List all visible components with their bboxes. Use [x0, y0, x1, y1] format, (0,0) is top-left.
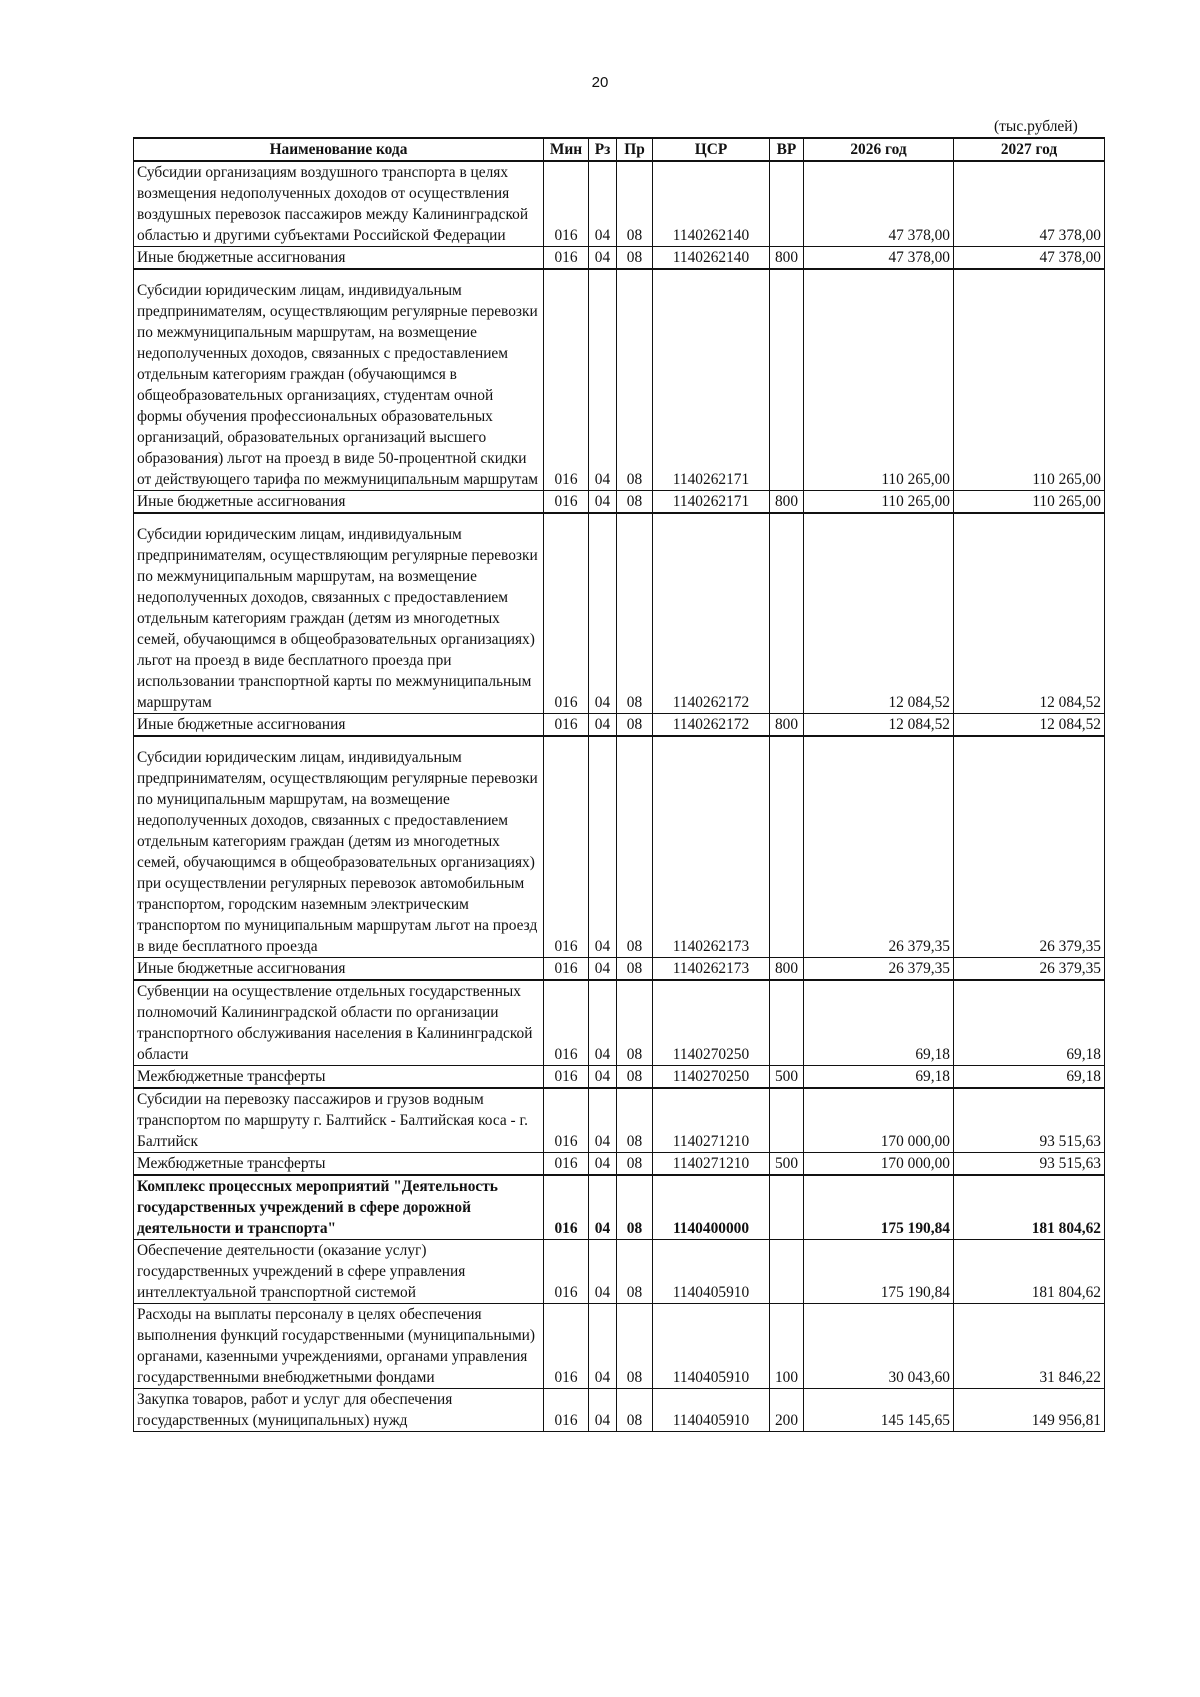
row-amount-2027: 12 084,52: [954, 513, 1105, 714]
page-number: 20: [591, 74, 609, 91]
table-row: [134, 1175, 1105, 1240]
row-name: Субсидии организациям воздушного транспорта в целях возмещения недополученных доходов от осуществления воздушных перевозок пассажиров между Калининградской областью и другими субъектами Российской Федерации: [134, 161, 544, 247]
row-vr: [770, 1240, 804, 1304]
row-min: 016: [544, 1389, 589, 1432]
row-csr: 1140262172: [653, 513, 770, 714]
row-amount-2027: 47 378,00: [954, 161, 1105, 247]
table-row: [134, 1153, 1105, 1176]
row-min: 016: [544, 513, 589, 714]
row-csr: 1140271210: [653, 1088, 770, 1153]
row-csr: 1140270250: [653, 980, 770, 1066]
row-name: Комплекс процессных мероприятий "Деятельность государственных учреждений в сфере дорожной деятельности и транспорта": [134, 1175, 544, 1240]
row-amount-2026: 26 379,35: [804, 958, 954, 981]
row-name: Межбюджетные трансферты: [134, 1153, 544, 1176]
row-pr: 08: [617, 1153, 653, 1176]
row-rz: 04: [589, 247, 617, 270]
table-row: [134, 736, 1105, 958]
row-pr: 08: [617, 958, 653, 981]
row-csr: 1140405910: [653, 1240, 770, 1304]
row-amount-2027: 69,18: [954, 980, 1105, 1066]
row-min: 016: [544, 1304, 589, 1389]
row-vr: [770, 513, 804, 714]
header-min: Мин: [544, 138, 589, 161]
row-amount-2026: 145 145,65: [804, 1389, 954, 1432]
row-min: 016: [544, 1153, 589, 1176]
row-rz: 04: [589, 1240, 617, 1304]
row-rz: 04: [589, 161, 617, 247]
row-min: 016: [544, 714, 589, 737]
row-amount-2027: 12 084,52: [954, 714, 1105, 737]
row-amount-2027: 110 265,00: [954, 491, 1105, 514]
row-amount-2026: 110 265,00: [804, 491, 954, 514]
row-name: Субсидии юридическим лицам, индивидуальным предпринимателям, осуществляющим регулярные перевозки по межмуниципальным маршрутам, на возмещение недополученных доходов, связанных с предоставлением отдельным категориям граждан (обучающимся в общеобразовательных организациях, студентам очной формы обучения профессиональных образовательных организаций, образовательных организаций высшего образования) льгот на проезд в виде 50-процентной скидки от действующего тарифа по межмуниципальным маршрутам: [134, 269, 544, 491]
header-2026: 2026 год: [804, 138, 954, 161]
row-amount-2026: 170 000,00: [804, 1153, 954, 1176]
row-min: 016: [544, 247, 589, 270]
row-min: 016: [544, 161, 589, 247]
row-min: 016: [544, 1066, 589, 1089]
row-min: 016: [544, 491, 589, 514]
row-pr: 08: [617, 161, 653, 247]
row-amount-2027: 110 265,00: [954, 269, 1105, 491]
row-rz: 04: [589, 513, 617, 714]
header-csr: ЦСР: [653, 138, 770, 161]
row-pr: 08: [617, 1088, 653, 1153]
table-header-row: [134, 138, 1105, 161]
row-rz: 04: [589, 1304, 617, 1389]
row-csr: 1140262173: [653, 736, 770, 958]
row-amount-2026: 175 190,84: [804, 1175, 954, 1240]
row-amount-2026: 26 379,35: [804, 736, 954, 958]
row-pr: 08: [617, 980, 653, 1066]
row-rz: 04: [589, 736, 617, 958]
row-name: Иные бюджетные ассигнования: [134, 714, 544, 737]
row-csr: 1140262171: [653, 269, 770, 491]
row-rz: 04: [589, 714, 617, 737]
row-pr: 08: [617, 736, 653, 958]
table-row: [134, 1304, 1105, 1389]
table-row: [134, 714, 1105, 737]
header-2027: 2027 год: [954, 138, 1105, 161]
table-row: [134, 1088, 1105, 1153]
row-vr: 800: [770, 491, 804, 514]
budget-table: [133, 137, 1105, 1432]
row-rz: 04: [589, 1066, 617, 1089]
row-vr: 800: [770, 958, 804, 981]
row-csr: 1140405910: [653, 1304, 770, 1389]
table-row: [134, 958, 1105, 981]
table-row: [134, 1389, 1105, 1432]
units-label: (тыс.рублей): [994, 118, 1078, 135]
row-csr: 1140271210: [653, 1153, 770, 1176]
row-amount-2026: 175 190,84: [804, 1240, 954, 1304]
row-name: Обеспечение деятельности (оказание услуг) государственных учреждений в сфере управления интеллектуальной транспортной системой: [134, 1240, 544, 1304]
row-rz: 04: [589, 1175, 617, 1240]
row-csr: 1140270250: [653, 1066, 770, 1089]
row-vr: 800: [770, 247, 804, 270]
row-min: 016: [544, 1088, 589, 1153]
row-vr: 200: [770, 1389, 804, 1432]
table-row: [134, 1240, 1105, 1304]
row-pr: 08: [617, 247, 653, 270]
row-min: 016: [544, 1240, 589, 1304]
row-csr: 1140262140: [653, 161, 770, 247]
table-row: [134, 491, 1105, 514]
row-pr: 08: [617, 491, 653, 514]
row-amount-2026: 47 378,00: [804, 247, 954, 270]
row-amount-2026: 170 000,00: [804, 1088, 954, 1153]
row-vr: [770, 1088, 804, 1153]
row-vr: 500: [770, 1066, 804, 1089]
row-amount-2027: 93 515,63: [954, 1153, 1105, 1176]
table-row: [134, 247, 1105, 270]
row-rz: 04: [589, 1389, 617, 1432]
row-name: Расходы на выплаты персоналу в целях обеспечения выполнения функций государственными (муниципальными) органами, казенными учреждениями, органами управления государственными внебюджетными фондами: [134, 1304, 544, 1389]
row-amount-2026: 12 084,52: [804, 714, 954, 737]
row-vr: 800: [770, 714, 804, 737]
row-pr: 08: [617, 1240, 653, 1304]
row-amount-2027: 26 379,35: [954, 958, 1105, 981]
row-csr: 1140262171: [653, 491, 770, 514]
row-amount-2026: 47 378,00: [804, 161, 954, 247]
row-amount-2026: 12 084,52: [804, 513, 954, 714]
header-pr: Пр: [617, 138, 653, 161]
header-name: Наименование кода: [134, 138, 544, 161]
row-amount-2027: 181 804,62: [954, 1175, 1105, 1240]
row-vr: [770, 980, 804, 1066]
row-min: 016: [544, 736, 589, 958]
row-csr: 1140262172: [653, 714, 770, 737]
row-amount-2026: 69,18: [804, 1066, 954, 1089]
row-vr: [770, 269, 804, 491]
row-amount-2027: 93 515,63: [954, 1088, 1105, 1153]
row-amount-2027: 181 804,62: [954, 1240, 1105, 1304]
row-csr: 1140262173: [653, 958, 770, 981]
row-amount-2027: 26 379,35: [954, 736, 1105, 958]
row-vr: [770, 161, 804, 247]
row-csr: 1140262140: [653, 247, 770, 270]
header-rz: Рз: [589, 138, 617, 161]
row-pr: 08: [617, 1304, 653, 1389]
row-amount-2026: 110 265,00: [804, 269, 954, 491]
row-name: Субсидии юридическим лицам, индивидуальным предпринимателям, осуществляющим регулярные перевозки по межмуниципальным маршрутам, на возмещение недополученных доходов, связанных с предоставлением отдельным категориям граждан (детям из многодетных семей, обучающимся в общеобразовательных организациях) льгот на проезд в виде бесплатного проезда при использовании транспортной карты по межмуниципальным маршрутам: [134, 513, 544, 714]
row-amount-2026: 69,18: [804, 980, 954, 1066]
table-row: [134, 269, 1105, 491]
row-rz: 04: [589, 1088, 617, 1153]
row-csr: 1140405910: [653, 1389, 770, 1432]
row-name: Закупка товаров, работ и услуг для обеспечения государственных (муниципальных) нужд: [134, 1389, 544, 1432]
row-name: Субсидии юридическим лицам, индивидуальным предпринимателям, осуществляющим регулярные перевозки по муниципальным маршрутам, на возмещение недополученных доходов, связанных с предоставлением отдельным категориям граждан (детям из многодетных семей, обучающимся в общеобразовательных организациях) при осуществлении регулярных перевозок автомобильным транспортом, городским наземным электрическим транспортом по муниципальным маршрутам льгот на проезд в виде бесплатного проезда: [134, 736, 544, 958]
table-row: [134, 513, 1105, 714]
row-pr: 08: [617, 714, 653, 737]
row-vr: [770, 736, 804, 958]
row-vr: 100: [770, 1304, 804, 1389]
row-rz: 04: [589, 491, 617, 514]
table-row: [134, 161, 1105, 247]
row-amount-2027: 69,18: [954, 1066, 1105, 1089]
row-rz: 04: [589, 980, 617, 1066]
row-name: Субвенции на осуществление отдельных государственных полномочий Калининградской области по организации транспортного обслуживания населения в Калининградской области: [134, 980, 544, 1066]
table-body: [134, 161, 1105, 1432]
row-amount-2027: 31 846,22: [954, 1304, 1105, 1389]
row-name: Иные бюджетные ассигнования: [134, 958, 544, 981]
row-min: 016: [544, 269, 589, 491]
row-rz: 04: [589, 958, 617, 981]
row-name: Межбюджетные трансферты: [134, 1066, 544, 1089]
row-amount-2026: 30 043,60: [804, 1304, 954, 1389]
row-csr: 1140400000: [653, 1175, 770, 1240]
row-pr: 08: [617, 1389, 653, 1432]
row-amount-2027: 47 378,00: [954, 247, 1105, 270]
row-pr: 08: [617, 269, 653, 491]
row-pr: 08: [617, 1175, 653, 1240]
row-vr: 500: [770, 1153, 804, 1176]
row-min: 016: [544, 1175, 589, 1240]
row-min: 016: [544, 958, 589, 981]
row-vr: [770, 1175, 804, 1240]
row-min: 016: [544, 980, 589, 1066]
row-name: Иные бюджетные ассигнования: [134, 247, 544, 270]
table-row: [134, 980, 1105, 1066]
row-name: Иные бюджетные ассигнования: [134, 491, 544, 514]
row-rz: 04: [589, 1153, 617, 1176]
row-amount-2027: 149 956,81: [954, 1389, 1105, 1432]
row-name: Субсидии на перевозку пассажиров и грузов водным транспортом по маршруту г. Балтийск - Балтийская коса - г. Балтийск: [134, 1088, 544, 1153]
header-vr: ВР: [770, 138, 804, 161]
row-rz: 04: [589, 269, 617, 491]
row-pr: 08: [617, 1066, 653, 1089]
row-pr: 08: [617, 513, 653, 714]
table-row: [134, 1066, 1105, 1089]
